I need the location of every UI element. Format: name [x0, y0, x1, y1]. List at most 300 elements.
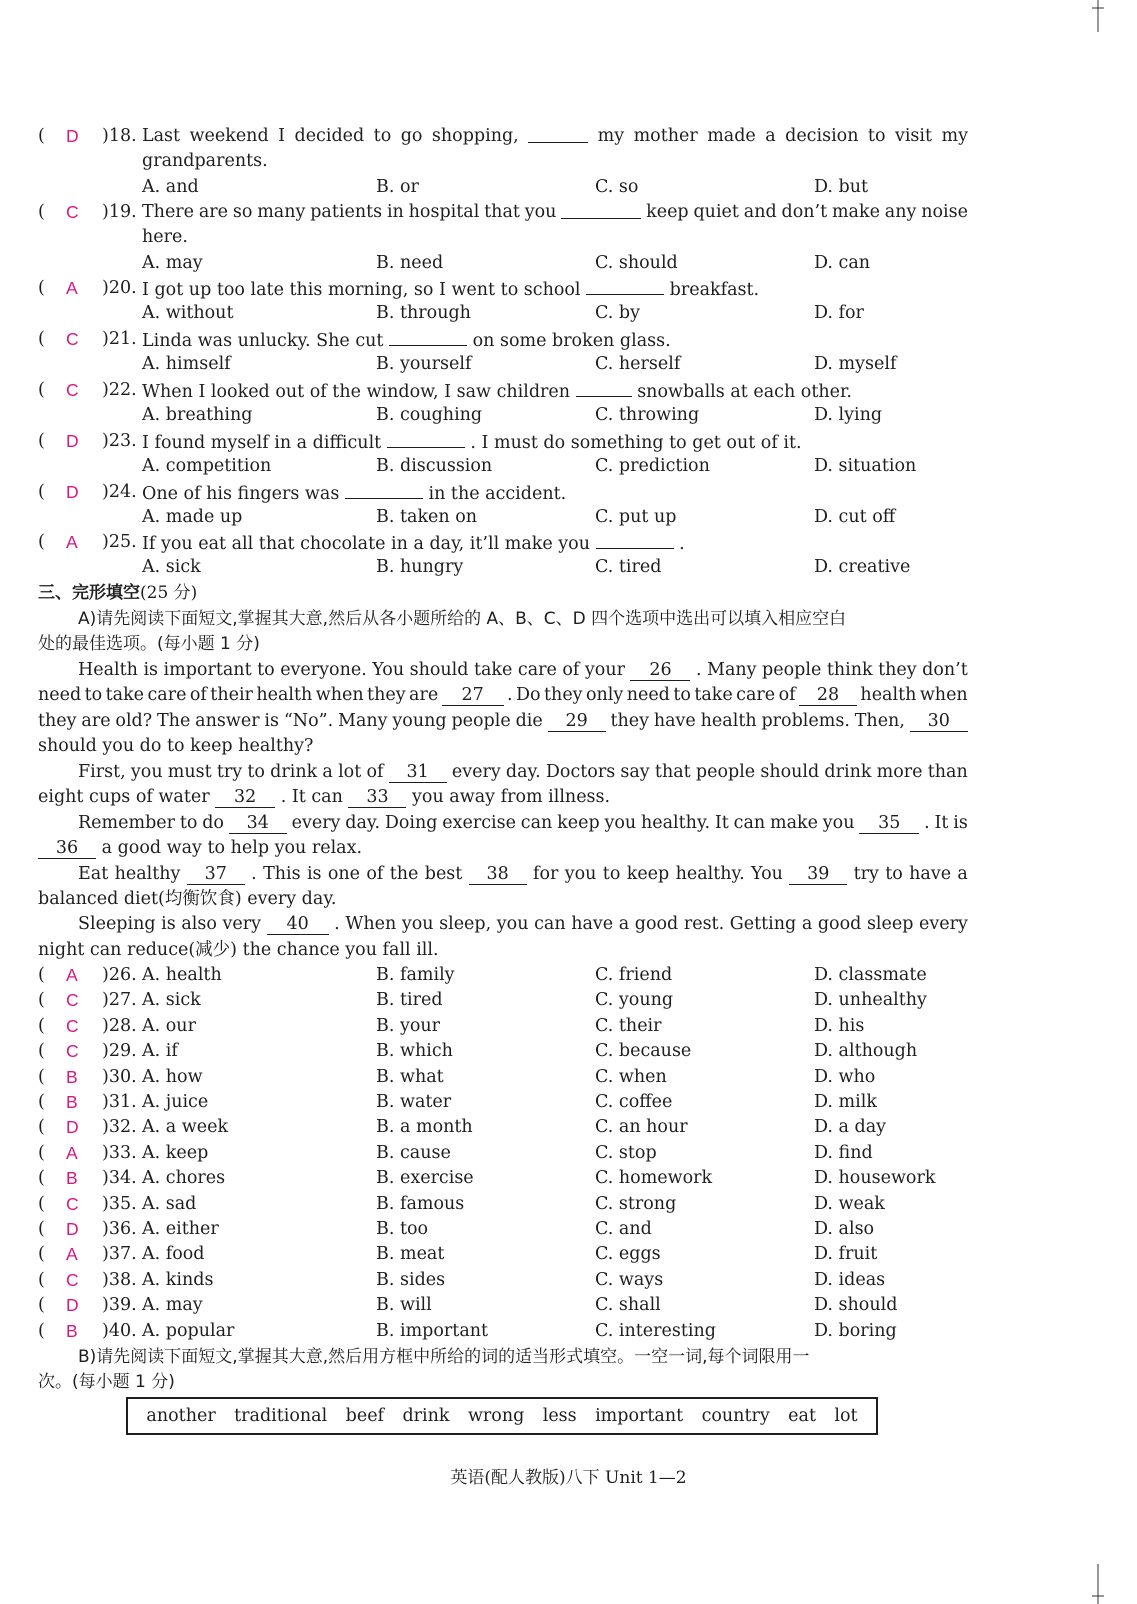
word: Doing	[384, 813, 438, 833]
answer-letter: C	[66, 380, 79, 400]
passage-text: night can reduce(减少) the chance you fall ill.	[38, 940, 439, 960]
dot: .	[131, 1015, 137, 1036]
word: a	[322, 762, 333, 782]
option: C. when	[595, 1066, 667, 1087]
question-number	[102, 1117, 137, 1137]
word: Getting	[729, 914, 797, 934]
word: lot	[338, 762, 362, 782]
word: keep	[557, 813, 600, 833]
word: try	[853, 864, 879, 884]
option: D. although	[814, 1041, 918, 1062]
text-after-blank: breakfast.	[669, 280, 760, 300]
dot: .	[131, 380, 137, 400]
number: 18	[108, 126, 132, 146]
word: quiet	[693, 202, 739, 222]
dot: .	[131, 1295, 137, 1316]
number: 34	[108, 1168, 132, 1189]
option: B. tired	[376, 990, 443, 1011]
word: die	[515, 711, 543, 731]
option: B. cause	[376, 1142, 451, 1163]
dot: .	[131, 1142, 137, 1163]
text-after-blank: snowballs at each other.	[637, 382, 852, 402]
word: very	[222, 914, 261, 934]
word-bank-item: drink	[402, 1406, 450, 1426]
answer-letter: A	[66, 1244, 78, 1265]
close-paren: )	[102, 1142, 109, 1163]
option: D. myself	[814, 354, 897, 374]
word: made	[707, 126, 756, 146]
option: C. tired	[595, 557, 662, 577]
word: sleep,	[439, 914, 492, 934]
word: shopping,	[431, 126, 519, 146]
option: C. put up	[595, 507, 677, 527]
question-text	[142, 431, 802, 453]
open-paren: (	[38, 990, 45, 1011]
option: D. classmate	[814, 965, 927, 985]
answer-letter: B	[66, 1320, 78, 1341]
word: that	[484, 202, 520, 222]
answer-letter: C	[66, 1193, 79, 1214]
dot: .	[131, 126, 137, 146]
word: best	[424, 864, 463, 884]
text-after-blank: in the accident.	[428, 484, 567, 504]
question-text	[142, 380, 852, 402]
word: noise	[921, 202, 968, 222]
cloze-blank: 38	[469, 864, 527, 885]
word: are	[81, 711, 111, 731]
question-continuation: grandparents.	[142, 151, 268, 171]
word: good	[817, 914, 862, 934]
word: hospital	[408, 202, 480, 222]
word: you	[604, 813, 637, 833]
question-number	[102, 965, 137, 985]
number: 40	[108, 1320, 132, 1341]
word: many	[257, 202, 306, 222]
answer-blank	[586, 278, 664, 295]
word: a	[618, 914, 630, 934]
number: 37	[108, 1244, 132, 1265]
question-text	[142, 532, 685, 554]
question-number	[102, 1295, 137, 1315]
option: A. if	[142, 1041, 178, 1062]
word: my	[941, 126, 968, 146]
word: do	[202, 813, 224, 833]
word: to	[179, 813, 198, 833]
word: in	[386, 202, 404, 222]
word: exercise	[442, 813, 516, 833]
dot: .	[131, 1117, 137, 1138]
passage-line	[38, 838, 968, 859]
option: D. his	[814, 1015, 865, 1036]
option: A. kinds	[142, 1269, 214, 1290]
answer-letter: C	[66, 202, 79, 222]
word: when	[315, 685, 364, 705]
word-bank-item: lot	[834, 1406, 858, 1426]
open-paren: (	[38, 1193, 45, 1214]
answer-letter: B	[66, 1066, 78, 1087]
option: B. family	[376, 965, 455, 985]
close-paren: )	[102, 1117, 109, 1138]
option: C. by	[595, 303, 640, 323]
word: every	[451, 762, 501, 782]
close-paren: )	[102, 202, 109, 222]
page-footer: 英语(配人教版)八下 Unit 1—2	[450, 1468, 687, 1488]
instruction-line: A)请先阅读下面短文,掌握其大意,然后从各小题所给的 A、B、C、D 四个选项中选出可以填入相应空白	[78, 609, 847, 629]
open-paren: (	[38, 1117, 45, 1138]
word: to	[257, 660, 275, 680]
option: A. juice	[142, 1092, 209, 1112]
word: think	[826, 660, 873, 680]
option: D. situation	[814, 456, 917, 476]
word-bank-item: country	[701, 1406, 770, 1426]
option: B. water	[376, 1092, 452, 1112]
open-paren: (	[38, 1142, 45, 1163]
option: C. ways	[595, 1269, 664, 1290]
word: should	[760, 762, 820, 782]
word: they	[367, 685, 406, 705]
dot: .	[131, 1168, 137, 1189]
word: take	[694, 685, 733, 705]
close-paren: )	[102, 1193, 109, 1214]
option: C. coffee	[595, 1092, 673, 1112]
word: healthy	[114, 864, 181, 884]
answer-blank	[576, 380, 632, 397]
question-number	[102, 532, 137, 552]
section-title: 三、完形填空	[38, 583, 140, 603]
passage-line	[78, 864, 968, 885]
word: and	[743, 202, 777, 222]
text-after-blank: . I must do something to get out of it.	[470, 433, 802, 453]
option: A. may	[142, 1295, 203, 1316]
dot: .	[131, 532, 137, 552]
option: C. strong	[595, 1193, 677, 1214]
close-paren: )	[102, 431, 109, 451]
text-before-blank: If you eat all that chocolate in a day, it’ll make you	[142, 534, 590, 554]
open-paren: (	[38, 1092, 45, 1112]
answer-letter: C	[66, 990, 79, 1011]
option: C. shall	[595, 1295, 661, 1316]
word: can	[520, 813, 553, 833]
word-bank-item: beef	[345, 1406, 385, 1426]
number: 38	[108, 1269, 132, 1290]
number: 24	[108, 482, 132, 502]
word: try	[216, 762, 243, 782]
cloze-blank: 40	[267, 914, 329, 935]
text-before-blank: Linda was unlucky. She cut	[142, 331, 384, 351]
word: of	[189, 685, 207, 705]
option: C. should	[595, 253, 678, 273]
passage-text: you away from illness.	[412, 787, 611, 807]
passage-line	[38, 889, 968, 909]
open-paren: (	[38, 1320, 45, 1341]
word: everyone.	[280, 660, 367, 680]
word: don’t	[781, 202, 828, 222]
text-after-blank: on some broken glass.	[472, 331, 671, 351]
dot: .	[131, 431, 137, 451]
word: is	[953, 813, 968, 833]
word: are	[198, 202, 229, 222]
word: to	[373, 126, 392, 146]
option: D. find	[814, 1142, 873, 1163]
question-number	[102, 1143, 137, 1163]
option: A. sad	[142, 1193, 197, 1214]
option: A. sick	[142, 557, 201, 577]
passage-line	[78, 660, 968, 681]
open-paren: (	[38, 1219, 45, 1239]
word: care	[736, 685, 776, 705]
word: need	[626, 685, 670, 705]
word: is	[143, 660, 159, 680]
option: B. meat	[376, 1244, 445, 1265]
number: 32	[108, 1117, 132, 1138]
passage-line	[78, 762, 968, 783]
option: D. weak	[814, 1193, 885, 1214]
dot: .	[131, 990, 137, 1011]
answer-letter: A	[66, 532, 78, 552]
word: of	[366, 864, 384, 884]
option: D. cut off	[814, 507, 896, 527]
section-heading	[38, 583, 197, 603]
close-paren: )	[102, 1244, 109, 1265]
word: Last	[142, 126, 181, 146]
word: I	[278, 126, 286, 146]
option: B. too	[376, 1219, 429, 1239]
answer-blank	[596, 532, 674, 549]
word: day.	[345, 813, 381, 833]
question-number	[102, 482, 137, 502]
word: sleep	[866, 914, 914, 934]
word: they	[38, 711, 77, 731]
question-number	[102, 278, 137, 298]
option: D. for	[814, 303, 864, 323]
option: B. which	[376, 1041, 453, 1062]
passage-text: eight cups of water	[38, 787, 210, 807]
word: every	[291, 813, 341, 833]
option: B. your	[376, 1015, 441, 1036]
open-paren: (	[38, 431, 45, 451]
option: B. a month	[376, 1117, 473, 1138]
word: should	[409, 660, 469, 680]
number: 26	[108, 965, 132, 985]
cloze-blank: 34	[229, 813, 287, 834]
close-paren: )	[102, 329, 109, 349]
option: C. and	[595, 1219, 652, 1239]
section-score: (25 分)	[140, 583, 198, 603]
question-continuation: here.	[142, 227, 188, 247]
option: B. taken on	[376, 507, 478, 527]
word: need	[38, 685, 82, 705]
option: A. popular	[142, 1320, 235, 1341]
option: D. who	[814, 1066, 876, 1087]
question-number	[102, 1092, 137, 1112]
number: 19	[108, 202, 132, 222]
word: when	[919, 685, 968, 705]
word: This	[263, 864, 301, 884]
word: important	[163, 660, 252, 680]
word: problems.	[761, 711, 850, 731]
word: patients	[310, 202, 383, 222]
open-paren: (	[38, 202, 45, 222]
instruction-line: 处的最佳选项。(每小题 1 分)	[38, 634, 260, 654]
word: young	[392, 711, 447, 731]
instruction-line: 次。(每小题 1 分)	[38, 1372, 175, 1392]
text-after-blank: .	[679, 534, 685, 554]
option: D. boring	[814, 1320, 897, 1341]
question-number	[102, 1194, 137, 1214]
word: your	[584, 660, 625, 680]
word: so	[232, 202, 253, 222]
question-number	[102, 1016, 137, 1036]
word: the	[389, 864, 419, 884]
option: B. need	[376, 253, 444, 273]
text-before-blank: When I looked out of the window, I saw children	[142, 382, 571, 402]
answer-blank	[345, 482, 423, 499]
open-paren: (	[38, 1041, 45, 1062]
passage-text: a good way to help you relax.	[101, 838, 363, 858]
number: 23	[108, 431, 132, 451]
word: must	[167, 762, 212, 782]
word: keep	[626, 864, 670, 884]
word: Eat	[78, 864, 109, 884]
question-number	[102, 431, 137, 451]
word: Sleeping	[78, 914, 156, 934]
option: A. a week	[142, 1117, 229, 1138]
close-paren: )	[102, 278, 109, 298]
word: their	[210, 685, 253, 705]
word: drink	[270, 762, 318, 782]
question-number	[102, 380, 137, 400]
word: you	[401, 914, 434, 934]
question-number	[102, 990, 137, 1010]
answer-blank	[528, 126, 588, 143]
word: make	[831, 202, 880, 222]
word: than	[927, 762, 968, 782]
option: D. fruit	[814, 1244, 878, 1265]
word: drink	[824, 762, 872, 782]
word: The	[157, 711, 191, 731]
option: A. either	[142, 1219, 219, 1239]
word: a	[765, 126, 776, 146]
answer-letter: A	[66, 278, 78, 298]
word: “No”.	[283, 711, 334, 731]
question-text	[142, 202, 968, 222]
word: It	[714, 813, 729, 833]
word: weekend	[189, 126, 269, 146]
close-paren: )	[102, 482, 109, 502]
word: healthy.	[640, 813, 711, 833]
passage-line	[38, 685, 968, 706]
question-text	[142, 126, 968, 146]
word: .	[924, 813, 930, 833]
option: C. stop	[595, 1142, 657, 1163]
answer-letter: D	[66, 1295, 79, 1316]
option: C. homework	[595, 1168, 713, 1189]
option: D. ideas	[814, 1269, 886, 1290]
word: You	[751, 864, 783, 884]
crop-mark-top-right	[1090, 0, 1130, 40]
dot: .	[131, 1320, 137, 1341]
answer-letter: C	[66, 1269, 79, 1290]
dot: .	[131, 482, 137, 502]
open-paren: (	[38, 1295, 45, 1316]
cloze-blank: 35	[859, 813, 919, 834]
word: keep	[646, 202, 689, 222]
passage-line	[38, 940, 968, 960]
option: D. should	[814, 1295, 898, 1316]
word: .	[507, 685, 513, 705]
option: A. health	[142, 965, 222, 985]
word: you	[822, 813, 855, 833]
dot: .	[131, 1041, 137, 1062]
word: is	[161, 914, 176, 934]
word: have	[909, 864, 952, 884]
cloze-blank: 31	[389, 762, 447, 783]
word: health	[700, 711, 757, 731]
number: 27	[108, 990, 132, 1011]
dot: .	[131, 1269, 137, 1290]
word: rest.	[683, 914, 725, 934]
question-number	[102, 1041, 137, 1061]
open-paren: (	[38, 1168, 45, 1189]
close-paren: )	[102, 965, 109, 985]
word-bank-box	[126, 1397, 878, 1435]
word: take	[105, 685, 145, 705]
word: people	[451, 711, 511, 731]
cloze-blank: 29	[548, 711, 606, 732]
word: to	[247, 762, 265, 782]
passage-text: . It can	[280, 787, 343, 807]
word: .	[251, 864, 257, 884]
option: C. so	[595, 177, 639, 197]
option: C. because	[595, 1041, 692, 1062]
option: B. exercise	[376, 1168, 474, 1189]
open-paren: (	[38, 329, 45, 349]
question-number	[102, 329, 137, 349]
word: First,	[78, 762, 126, 782]
option: A. without	[142, 303, 234, 323]
open-paren: (	[38, 1015, 45, 1036]
word-bank-item: wrong	[467, 1406, 525, 1426]
answer-blank	[561, 202, 641, 219]
option: B. coughing	[376, 405, 483, 425]
dot: .	[131, 278, 137, 298]
word: Do	[516, 685, 541, 705]
word: It	[934, 813, 949, 833]
number: 35	[108, 1193, 132, 1214]
option: D. also	[814, 1219, 875, 1239]
option: C. friend	[595, 965, 673, 985]
word: a	[801, 914, 813, 934]
word: old?	[115, 711, 153, 731]
word: answer	[195, 711, 260, 731]
word: health	[256, 685, 313, 705]
word: Doctors	[545, 762, 616, 782]
dot: .	[131, 1092, 137, 1112]
word: for	[533, 864, 559, 884]
option: B. discussion	[376, 456, 493, 476]
word: every	[919, 914, 968, 934]
word: When	[345, 914, 397, 934]
option: D. unhealthy	[814, 990, 927, 1011]
word: health	[860, 685, 917, 705]
word: to	[673, 685, 691, 705]
option: B. sides	[376, 1269, 446, 1290]
close-paren: )	[102, 1066, 109, 1087]
word: my	[597, 126, 625, 146]
passage-line	[78, 813, 968, 834]
answer-letter: B	[66, 1168, 78, 1189]
instruction-line: B)请先阅读下面短文,掌握其大意,然后用方框中所给的词的适当形式填空。一空一词,每个词限用一	[78, 1347, 810, 1367]
